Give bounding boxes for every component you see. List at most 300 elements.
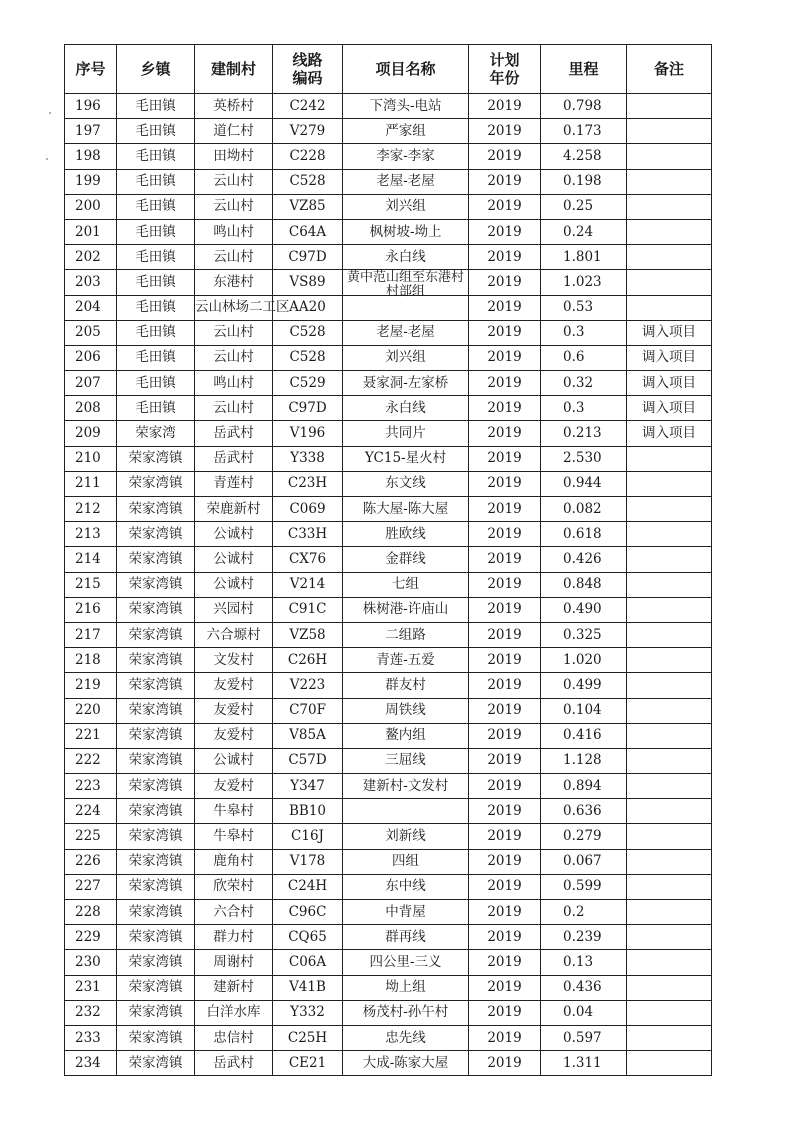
cell-village: 云山村 <box>195 169 273 194</box>
cell-year: 2019 <box>469 270 541 295</box>
cell-remark <box>627 673 712 698</box>
cell-village: 公诚村 <box>195 748 273 773</box>
cell-code: C26H <box>273 648 343 673</box>
cell-code: C91C <box>273 597 343 622</box>
cell-remark <box>627 245 712 270</box>
cell-year: 2019 <box>469 94 541 119</box>
cell-town: 荣家湾镇 <box>117 572 195 597</box>
cell-distance: 0.490 <box>541 597 627 622</box>
cell-town: 毛田镇 <box>117 345 195 370</box>
cell-village: 周谢村 <box>195 950 273 975</box>
cell-code: C23H <box>273 471 343 496</box>
header-town: 乡镇 <box>117 45 195 94</box>
road-project-table <box>64 44 712 1076</box>
cell-code: V41B <box>273 975 343 1000</box>
table-row <box>65 345 712 370</box>
cell-distance: 0.04 <box>541 1000 627 1025</box>
cell-town: 毛田镇 <box>117 320 195 345</box>
cell-seq: 222 <box>65 748 117 773</box>
cell-town: 荣家湾镇 <box>117 1025 195 1050</box>
cell-year: 2019 <box>469 648 541 673</box>
header-distance: 里程 <box>541 45 627 94</box>
cell-seq: 217 <box>65 622 117 647</box>
table-row <box>65 371 712 396</box>
cell-year: 2019 <box>469 371 541 396</box>
cell-year: 2019 <box>469 874 541 899</box>
cell-name: 老屋-老屋 <box>343 320 469 345</box>
cell-village: 云山村 <box>195 245 273 270</box>
cell-distance: 0.618 <box>541 522 627 547</box>
cell-village: 岳武村 <box>195 446 273 471</box>
cell-village: 鸣山村 <box>195 371 273 396</box>
cell-village: 英桥村 <box>195 94 273 119</box>
cell-distance: 1.128 <box>541 748 627 773</box>
table-row <box>65 950 712 975</box>
cell-remark <box>627 622 712 647</box>
cell-seq: 227 <box>65 874 117 899</box>
table-row <box>65 446 712 471</box>
cell-distance: 0.082 <box>541 497 627 522</box>
cell-town: 荣家湾镇 <box>117 748 195 773</box>
cell-year: 2019 <box>469 396 541 421</box>
header-year: 计划年份 <box>469 45 541 94</box>
table-row <box>65 648 712 673</box>
cell-year: 2019 <box>469 597 541 622</box>
cell-town: 荣家湾镇 <box>117 824 195 849</box>
cell-code: C25H <box>273 1025 343 1050</box>
cell-code: C96C <box>273 900 343 925</box>
cell-remark <box>627 824 712 849</box>
cell-name: 陈大屋-陈大屋 <box>343 497 469 522</box>
cell-remark <box>627 698 712 723</box>
cell-town: 荣家湾镇 <box>117 497 195 522</box>
cell-year: 2019 <box>469 975 541 1000</box>
cell-distance: 0.3 <box>541 320 627 345</box>
cell-year: 2019 <box>469 471 541 496</box>
cell-remark <box>627 522 712 547</box>
cell-village: 友爱村 <box>195 774 273 799</box>
cell-town: 荣家湾镇 <box>117 1051 195 1076</box>
cell-distance: 0.426 <box>541 547 627 572</box>
cell-seq: 214 <box>65 547 117 572</box>
cell-town: 荣家湾镇 <box>117 849 195 874</box>
cell-town: 荣家湾镇 <box>117 522 195 547</box>
cell-code: V279 <box>273 119 343 144</box>
cell-code: C228 <box>273 144 343 169</box>
cell-distance: 0.894 <box>541 774 627 799</box>
cell-distance: 1.020 <box>541 648 627 673</box>
cell-name: 杨茂村-孙午村 <box>343 1000 469 1025</box>
cell-seq: 202 <box>65 245 117 270</box>
header-seq: 序号 <box>65 45 117 94</box>
cell-seq: 232 <box>65 1000 117 1025</box>
cell-remark <box>627 219 712 244</box>
cell-town: 毛田镇 <box>117 270 195 295</box>
cell-town: 毛田镇 <box>117 396 195 421</box>
cell-distance: 0.32 <box>541 371 627 396</box>
cell-village: 群力村 <box>195 925 273 950</box>
table-row <box>65 622 712 647</box>
cell-town: 荣家湾镇 <box>117 723 195 748</box>
cell-village: 白洋水库 <box>195 1000 273 1025</box>
cell-village: 鹿角村 <box>195 849 273 874</box>
table-row <box>65 900 712 925</box>
table-row <box>65 799 712 824</box>
cell-year: 2019 <box>469 849 541 874</box>
cell-village: 鸣山村 <box>195 219 273 244</box>
cell-distance: 0.597 <box>541 1025 627 1050</box>
cell-remark <box>627 1051 712 1076</box>
cell-seq: 234 <box>65 1051 117 1076</box>
cell-seq: 208 <box>65 396 117 421</box>
cell-code: V223 <box>273 673 343 698</box>
table-row <box>65 1025 712 1050</box>
cell-seq: 219 <box>65 673 117 698</box>
cell-distance: 0.3 <box>541 396 627 421</box>
cell-town: 荣家湾镇 <box>117 925 195 950</box>
table-row <box>65 547 712 572</box>
cell-town: 毛田镇 <box>117 169 195 194</box>
cell-remark: 调入项目 <box>627 421 712 446</box>
table-row <box>65 396 712 421</box>
cell-name: 刘新线 <box>343 824 469 849</box>
cell-code: C33H <box>273 522 343 547</box>
cell-code: Y332 <box>273 1000 343 1025</box>
table-row <box>65 522 712 547</box>
cell-village: 东港村 <box>195 270 273 295</box>
cell-seq: 231 <box>65 975 117 1000</box>
table-row <box>65 824 712 849</box>
cell-code: C069 <box>273 497 343 522</box>
cell-code: VS89 <box>273 270 343 295</box>
cell-name: 东中线 <box>343 874 469 899</box>
table-row <box>65 219 712 244</box>
cell-remark <box>627 194 712 219</box>
cell-remark <box>627 648 712 673</box>
cell-code: C97D <box>273 396 343 421</box>
cell-code: C64A <box>273 219 343 244</box>
cell-distance: 4.258 <box>541 144 627 169</box>
cell-distance: 0.944 <box>541 471 627 496</box>
cell-seq: 212 <box>65 497 117 522</box>
cell-distance: 0.213 <box>541 421 627 446</box>
cell-village: 岳武村 <box>195 1051 273 1076</box>
cell-seq: 205 <box>65 320 117 345</box>
cell-distance: 0.416 <box>541 723 627 748</box>
cell-seq: 216 <box>65 597 117 622</box>
cell-distance: 0.198 <box>541 169 627 194</box>
cell-seq: 209 <box>65 421 117 446</box>
cell-name: 中背屋 <box>343 900 469 925</box>
cell-year: 2019 <box>469 774 541 799</box>
cell-village: 忠信村 <box>195 1025 273 1050</box>
cell-code: V85A <box>273 723 343 748</box>
cell-year: 2019 <box>469 950 541 975</box>
cell-seq: 201 <box>65 219 117 244</box>
cell-code: C528 <box>273 169 343 194</box>
table-row <box>65 144 712 169</box>
table-row <box>65 169 712 194</box>
cell-town: 荣家湾镇 <box>117 1000 195 1025</box>
cell-year: 2019 <box>469 194 541 219</box>
cell-name: 青莲-五爱 <box>343 648 469 673</box>
table-row <box>65 925 712 950</box>
project-name-text: 黄中范山组至东港村村部组 <box>346 269 464 299</box>
scan-speck <box>46 158 48 160</box>
cell-seq: 220 <box>65 698 117 723</box>
cell-name: YC15-星火村 <box>343 446 469 471</box>
cell-name: 忠先线 <box>343 1025 469 1050</box>
cell-year: 2019 <box>469 1025 541 1050</box>
cell-name: 四公里-三义 <box>343 950 469 975</box>
cell-seq: 200 <box>65 194 117 219</box>
cell-year: 2019 <box>469 119 541 144</box>
cell-code: BB10 <box>273 799 343 824</box>
cell-year: 2019 <box>469 547 541 572</box>
cell-remark <box>627 950 712 975</box>
cell-remark <box>627 1000 712 1025</box>
cell-code: V178 <box>273 849 343 874</box>
cell-distance: 1.801 <box>541 245 627 270</box>
cell-distance: 0.24 <box>541 219 627 244</box>
cell-distance: 1.311 <box>541 1051 627 1076</box>
cell-name: 鳌内组 <box>343 723 469 748</box>
cell-seq: 197 <box>65 119 117 144</box>
cell-remark <box>627 94 712 119</box>
cell-code: VZ58 <box>273 622 343 647</box>
cell-year: 2019 <box>469 723 541 748</box>
cell-seq: 211 <box>65 471 117 496</box>
table-body <box>65 94 712 1076</box>
cell-village: 六合村 <box>195 900 273 925</box>
table-header-row <box>65 45 712 94</box>
cell-distance: 0.25 <box>541 194 627 219</box>
cell-name: 聂家洞-左家桥 <box>343 371 469 396</box>
cell-seq: 228 <box>65 900 117 925</box>
cell-name: 大成-陈家大屋 <box>343 1051 469 1076</box>
cell-town: 毛田镇 <box>117 119 195 144</box>
cell-remark <box>627 144 712 169</box>
cell-village: 荣鹿新村 <box>195 497 273 522</box>
cell-village: 友爱村 <box>195 673 273 698</box>
cell-year: 2019 <box>469 824 541 849</box>
cell-year: 2019 <box>469 245 541 270</box>
cell-code: C528 <box>273 320 343 345</box>
cell-year: 2019 <box>469 925 541 950</box>
cell-name: 刘兴组 <box>343 194 469 219</box>
cell-town: 荣家湾 <box>117 421 195 446</box>
cell-year: 2019 <box>469 799 541 824</box>
table-row <box>65 471 712 496</box>
cell-seq: 196 <box>65 94 117 119</box>
cell-seq: 226 <box>65 849 117 874</box>
cell-remark <box>627 849 712 874</box>
cell-town: 荣家湾镇 <box>117 975 195 1000</box>
table-row <box>65 774 712 799</box>
cell-name: 三屈线 <box>343 748 469 773</box>
table-row <box>65 975 712 1000</box>
cell-remark <box>627 119 712 144</box>
cell-remark <box>627 572 712 597</box>
cell-code: CQ65 <box>273 925 343 950</box>
cell-remark <box>627 497 712 522</box>
cell-code: Y347 <box>273 774 343 799</box>
cell-town: 荣家湾镇 <box>117 774 195 799</box>
cell-year: 2019 <box>469 522 541 547</box>
header-code: 线路编码 <box>273 45 343 94</box>
cell-distance: 0.848 <box>541 572 627 597</box>
cell-seq: 210 <box>65 446 117 471</box>
table-row <box>65 698 712 723</box>
cell-year: 2019 <box>469 1051 541 1076</box>
cell-name: 严家组 <box>343 119 469 144</box>
table-row <box>65 421 712 446</box>
cell-remark: 调入项目 <box>627 320 712 345</box>
cell-village: 公诚村 <box>195 522 273 547</box>
table-row <box>65 1000 712 1025</box>
cell-village: 云山村 <box>195 345 273 370</box>
cell-village: 欣荣村 <box>195 874 273 899</box>
cell-seq: 223 <box>65 774 117 799</box>
table-row <box>65 119 712 144</box>
table-row <box>65 673 712 698</box>
cell-remark <box>627 975 712 1000</box>
cell-name: 坳上组 <box>343 975 469 1000</box>
cell-distance: 0.173 <box>541 119 627 144</box>
cell-year: 2019 <box>469 446 541 471</box>
table-row <box>65 1051 712 1076</box>
table-row <box>65 94 712 119</box>
cell-remark <box>627 723 712 748</box>
cell-code: V196 <box>273 421 343 446</box>
cell-code: AA20 <box>273 295 343 320</box>
cell-seq: 206 <box>65 345 117 370</box>
cell-code: C70F <box>273 698 343 723</box>
cell-town: 荣家湾镇 <box>117 446 195 471</box>
cell-seq: 233 <box>65 1025 117 1050</box>
table-row <box>65 723 712 748</box>
cell-name: 株树港-许庙山 <box>343 597 469 622</box>
header-remark: 备注 <box>627 45 712 94</box>
cell-town: 荣家湾镇 <box>117 874 195 899</box>
cell-name: 共同片 <box>343 421 469 446</box>
cell-remark <box>627 295 712 320</box>
cell-village: 云山村 <box>195 320 273 345</box>
cell-remark: 调入项目 <box>627 371 712 396</box>
cell-distance: 0.6 <box>541 345 627 370</box>
cell-seq: 213 <box>65 522 117 547</box>
cell-distance: 0.53 <box>541 295 627 320</box>
cell-name: 李家-李家 <box>343 144 469 169</box>
table-row <box>65 572 712 597</box>
cell-village: 云山林场二工区 <box>195 295 273 320</box>
cell-year: 2019 <box>469 698 541 723</box>
cell-code: C57D <box>273 748 343 773</box>
cell-town: 毛田镇 <box>117 144 195 169</box>
cell-year: 2019 <box>469 169 541 194</box>
cell-town: 荣家湾镇 <box>117 648 195 673</box>
cell-distance: 2.530 <box>541 446 627 471</box>
cell-village: 六合塬村 <box>195 622 273 647</box>
cell-code: CE21 <box>273 1051 343 1076</box>
table-row <box>65 194 712 219</box>
cell-name: 刘兴组 <box>343 345 469 370</box>
cell-town: 荣家湾镇 <box>117 622 195 647</box>
cell-distance: 0.279 <box>541 824 627 849</box>
table-row <box>65 245 712 270</box>
cell-village: 青莲村 <box>195 471 273 496</box>
cell-year: 2019 <box>469 900 541 925</box>
cell-town: 荣家湾镇 <box>117 673 195 698</box>
cell-seq: 207 <box>65 371 117 396</box>
cell-code: VZ85 <box>273 194 343 219</box>
cell-year: 2019 <box>469 497 541 522</box>
cell-year: 2019 <box>469 673 541 698</box>
cell-year: 2019 <box>469 345 541 370</box>
cell-remark <box>627 169 712 194</box>
cell-village: 云山村 <box>195 396 273 421</box>
cell-village: 公诚村 <box>195 547 273 572</box>
cell-town: 荣家湾镇 <box>117 547 195 572</box>
cell-seq: 225 <box>65 824 117 849</box>
cell-year: 2019 <box>469 748 541 773</box>
cell-village: 公诚村 <box>195 572 273 597</box>
cell-remark <box>627 270 712 295</box>
cell-village: 道仁村 <box>195 119 273 144</box>
header-name: 项目名称 <box>343 45 469 94</box>
cell-remark <box>627 547 712 572</box>
cell-seq: 229 <box>65 925 117 950</box>
cell-village: 田坳村 <box>195 144 273 169</box>
cell-distance: 1.023 <box>541 270 627 295</box>
cell-remark <box>627 597 712 622</box>
cell-name: 金群线 <box>343 547 469 572</box>
cell-code: C06A <box>273 950 343 975</box>
cell-distance: 0.798 <box>541 94 627 119</box>
cell-village: 云山村 <box>195 194 273 219</box>
cell-name <box>343 269 469 299</box>
cell-code: CX76 <box>273 547 343 572</box>
cell-seq: 204 <box>65 295 117 320</box>
cell-remark <box>627 925 712 950</box>
cell-year: 2019 <box>469 295 541 320</box>
cell-distance: 0.239 <box>541 925 627 950</box>
cell-remark <box>627 900 712 925</box>
cell-village: 友爱村 <box>195 723 273 748</box>
table-row <box>65 270 712 295</box>
cell-name: 群再线 <box>343 925 469 950</box>
cell-name: 二组路 <box>343 622 469 647</box>
cell-year: 2019 <box>469 219 541 244</box>
cell-village: 文发村 <box>195 648 273 673</box>
cell-code: C24H <box>273 874 343 899</box>
cell-remark <box>627 446 712 471</box>
cell-village: 建新村 <box>195 975 273 1000</box>
cell-name: 下湾头-电站 <box>343 94 469 119</box>
cell-distance: 0.2 <box>541 900 627 925</box>
cell-seq: 224 <box>65 799 117 824</box>
cell-distance: 0.499 <box>541 673 627 698</box>
cell-distance: 0.636 <box>541 799 627 824</box>
cell-name <box>343 799 469 824</box>
cell-year: 2019 <box>469 320 541 345</box>
cell-remark <box>627 1025 712 1050</box>
cell-seq: 218 <box>65 648 117 673</box>
cell-year: 2019 <box>469 572 541 597</box>
cell-distance: 0.599 <box>541 874 627 899</box>
table-row <box>65 597 712 622</box>
cell-name: 永白线 <box>343 396 469 421</box>
